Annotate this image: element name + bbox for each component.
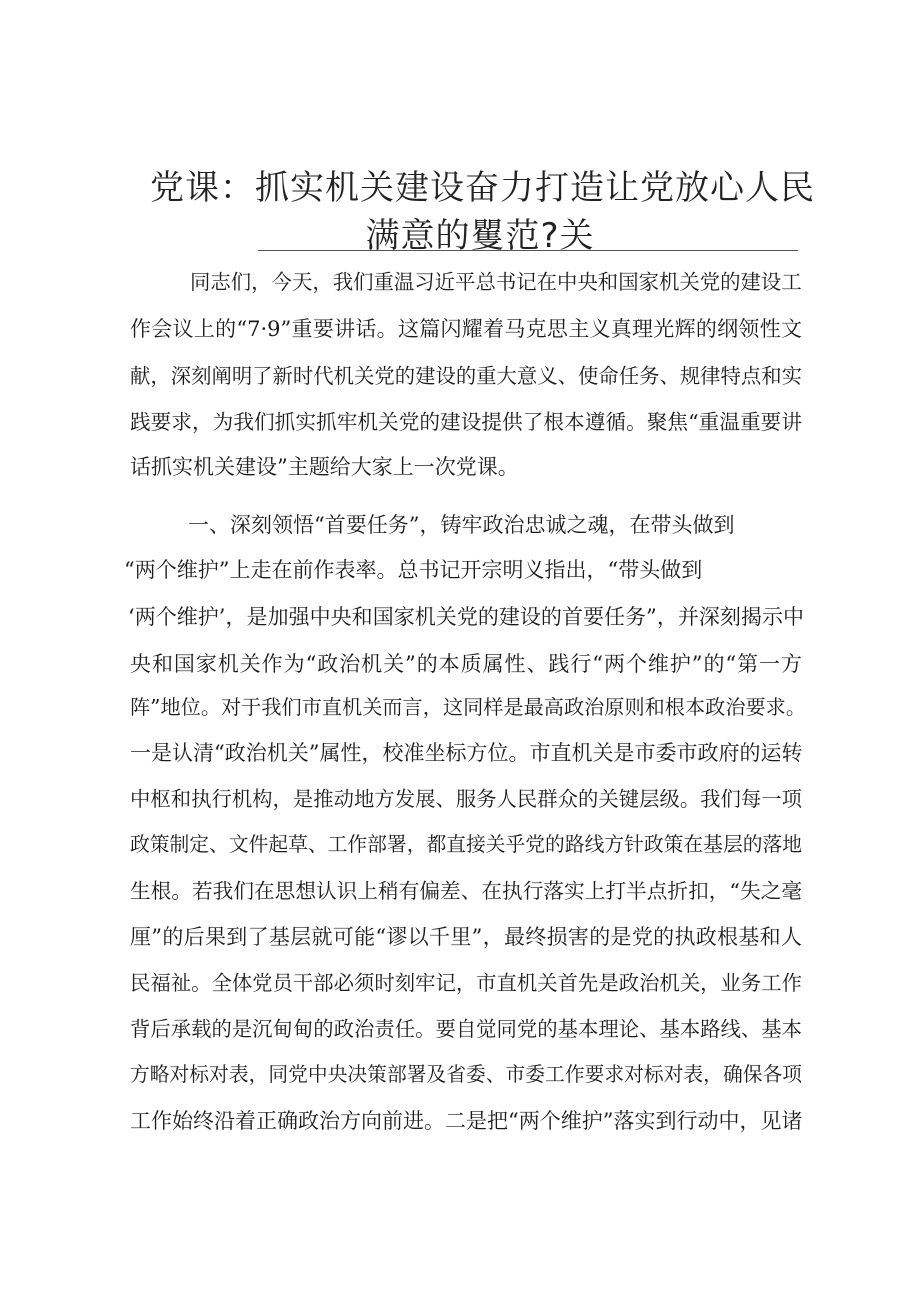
paragraph-2-line: 生根。若我们在思想认识上稍有偏差、在执行落实上打半点折扣，“失之毫 (130, 879, 802, 903)
document-title-line-2: 满意的矍范?关 (365, 216, 595, 256)
paragraph-2-line: 阵”地位。对于我们市直机关而言，这同样是最高政治原则和根本政治要求。 (130, 695, 806, 719)
document-title-line-1: 党课：抓实机关建设奋力打造让党放心人民 (150, 168, 815, 208)
paragraph-2-line: 一是认清“政治机关”属性，校准坐标方位。市直机关是市委市政府的运转 (130, 741, 803, 765)
paragraph-1-line: 同志们，今天，我们重温习近平总书记在中央和国家机关党的建设工 (190, 270, 802, 294)
paragraph-2-line: 政策制定、文件起草、工作部署，都直接关乎党的路线方针政策在基层的落地 (130, 833, 802, 856)
paragraph-2-line: 厘”的后果到了基层就可能“谬以千里”，最终损害的是党的执政根基和人 (130, 925, 802, 949)
paragraph-2-line: 方略对标对表，同党中央决策部署及省委、市委工作要求对标对表，确保各项 (130, 1063, 802, 1086)
paragraph-1-line: 话抓实机关建设”主题给大家上一次党课。 (130, 455, 519, 479)
paragraph-1-line: 践要求，为我们抓实抓牢机关党的建设提供了根本遵循。聚焦“重温重要讲 (130, 410, 802, 434)
paragraph-2-line: 一、深刻领悟“首要任务”，铸牢政治忠诚之魂，在带头做到 (188, 513, 735, 537)
paragraph-2-line: 央和国家机关作为“政治机关”的本质属性、践行“两个维护”的“第一方 (130, 652, 802, 676)
paragraph-2-line: “两个维护”上走在前作表率。总书记开宗明义指出，“带头做到 (124, 558, 703, 582)
paragraph-1-line: 献，深刻阐明了新时代机关党的建设的重大意义、使命任务、规律特点和实 (130, 364, 802, 388)
paragraph-2-line: 工作始终沿着正确政治方向前进。二是把“两个维护”落实到行动中，见诸 (130, 1109, 803, 1133)
title-underline (258, 250, 798, 251)
paragraph-1-line: 作会议上的“7·9”重要讲话。这篇闪耀着马克思主义真理光辉的纲领性文 (130, 317, 802, 341)
paragraph-2-line: ‘两个维护’，是加强中央和国家机关党的建设的首要任务”，并深刻揭示中 (128, 605, 804, 629)
paragraph-2-line: 中枢和执行机构，是推动地方发展、服务人民群众的关键层级。我们每一项 (130, 787, 802, 811)
paragraph-2-line: 背后承载的是沉甸甸的政治责任。要自觉同党的基本理论、基本路线、基本 (130, 1017, 802, 1041)
paragraph-2-line: 民福祉。全体党员干部必须时刻牢记，市直机关首先是政治机关，业务工作 (130, 971, 802, 995)
